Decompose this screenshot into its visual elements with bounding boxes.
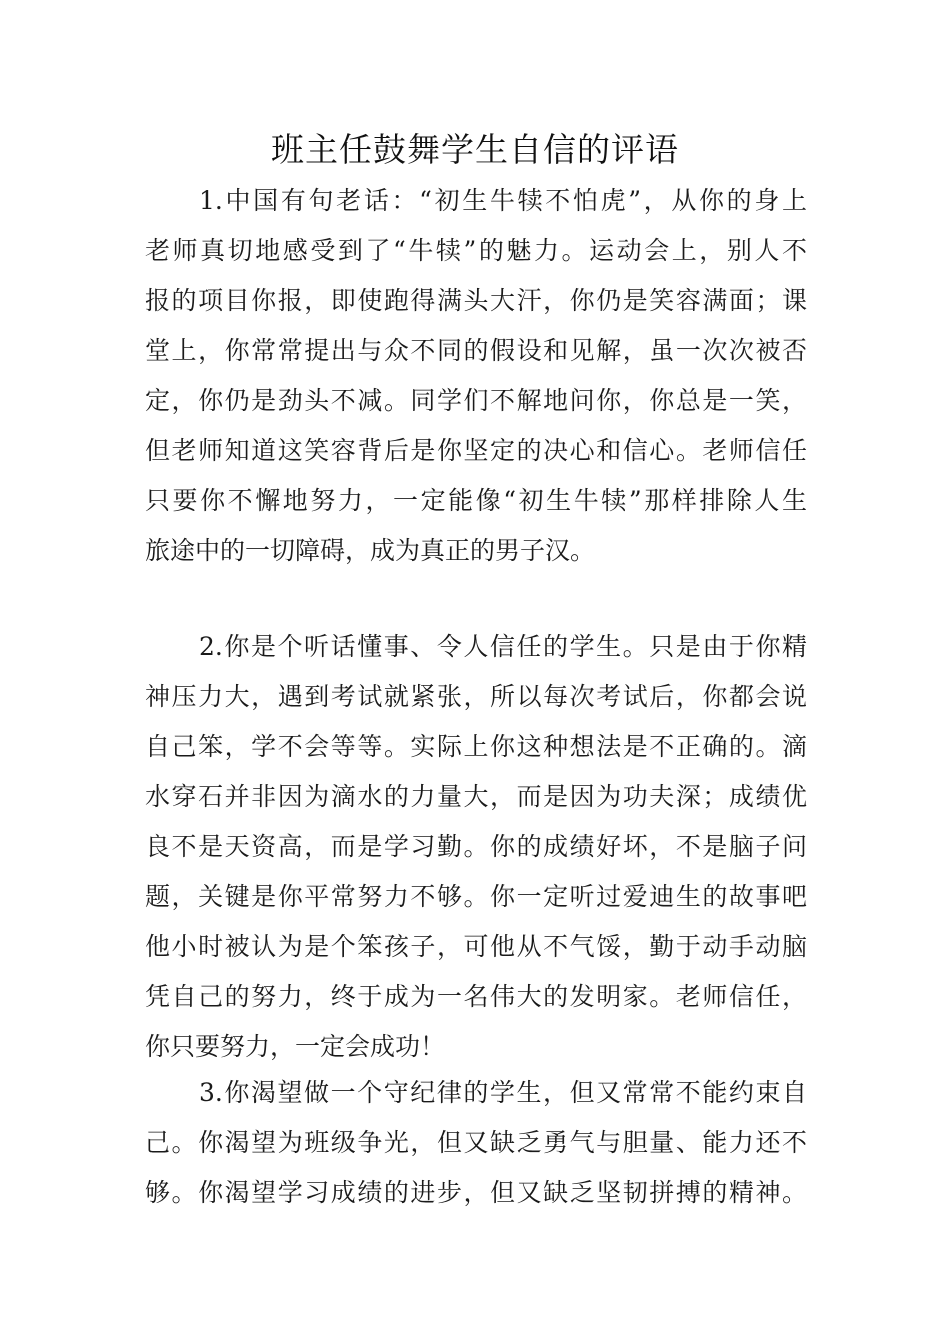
document-title: 班主任鼓舞学生自信的评语 [271,130,679,169]
paragraph-line: 但老师知道这笑容背后是你坚定的决心和信心。老师信任 [145,436,807,465]
paragraph-2 [145,622,807,1072]
paragraph-line: 旅途中的一切障碍，成为真正的男子汉。 [145,536,596,565]
paragraph-line: 定，你仍是劲头不减。同学们不解地问你，你总是一笑， [145,386,807,415]
paragraph-line: 凭自己的努力，终于成为一名伟大的发明家。老师信任， [145,982,807,1011]
paragraph-3 [145,1068,807,1218]
paragraph-line: 2.你是个听话懂事、令人信任的学生。只是由于你精 [199,632,807,661]
paragraph-line: 己。你渴望为班级争光，但又缺乏勇气与胆量、能力还不 [145,1128,807,1157]
paragraph-line: 3.你渴望做一个守纪律的学生，但又常常不能约束自 [199,1078,807,1107]
paragraph-line: 题，关键是你平常努力不够。你一定听过爱迪生的故事吧 [145,882,807,911]
paragraph-line: 良不是天资高，而是学习勤。你的成绩好坏，不是脑子问 [145,832,807,861]
paragraph-line: 1.中国有句老话：“初生牛犊不怕虎”，从你的身上 [199,186,807,215]
paragraph-line: 自己笨，学不会等等。实际上你这种想法是不正确的。滴 [145,732,807,761]
paragraph-line: 报的项目你报，即使跑得满头大汗，你仍是笑容满面；课 [145,286,807,315]
paragraph-line: 老师真切地感受到了“牛犊”的魅力。运动会上，别人不 [145,236,807,265]
paragraph-line: 够。你渴望学习成绩的进步，但又缺乏坚韧拼搏的精神。 [145,1178,807,1207]
paragraph-line: 堂上，你常常提出与众不同的假设和见解，虽一次次被否 [145,336,807,365]
paragraph-1 [145,176,807,576]
paragraph-line: 你只要努力，一定会成功！ [145,1032,446,1061]
paragraph-line: 水穿石并非因为滴水的力量大，而是因为功夫深；成绩优 [145,782,807,811]
paragraph-line: 神压力大，遇到考试就紧张，所以每次考试后，你都会说 [145,682,807,711]
paragraph-line: 他小时被认为是个笨孩子，可他从不气馁，勤于动手动脑 [145,932,807,961]
paragraph-line: 只要你不懈地努力，一定能像“初生牛犊”那样排除人生 [145,486,807,515]
